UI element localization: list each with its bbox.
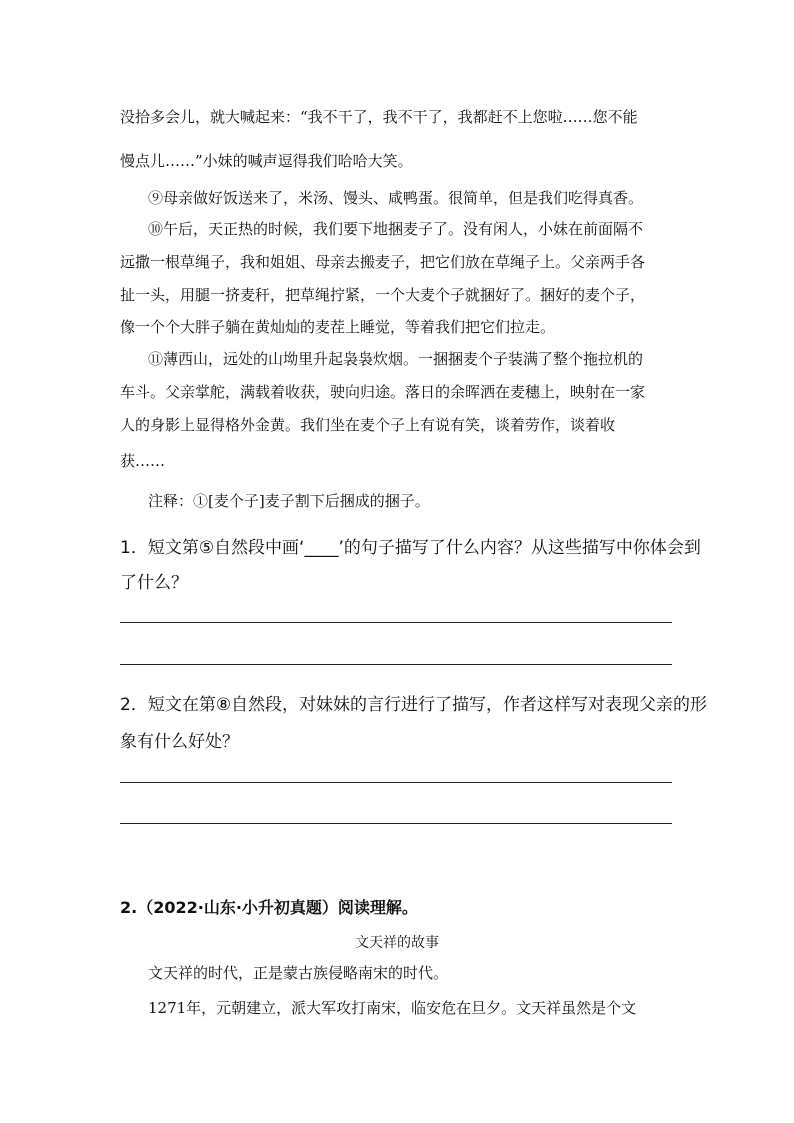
question-1-text: 1．短文第⑤自然段中画‘____’的句子描写了什么内容？从这些描写中你体会到 <box>120 538 701 558</box>
paragraph-9: ⑨母亲做好饭送来了，米汤、馒头、咸鸭蛋。很简单，但是我们吃得真香。 <box>148 189 644 207</box>
story-line: 文天祥的时代，正是蒙古族侵略南宋的时代。 <box>148 964 449 982</box>
passage-line: 人的身影上显得格外金黄。我们坐在麦个子上有说有笑，谈着劳作，谈着收 <box>120 416 616 434</box>
passage-line: 扯一头，用腿一挤麦秆，把草绳拧紧，一个大麦个子就捆好了。捆好的麦个子， <box>120 286 646 304</box>
story-title: 文天祥的故事 <box>355 935 439 951</box>
footnote: 注释：①[麦个子]麦子割下后捆成的捆子。 <box>148 492 430 510</box>
passage-line: 没拾多会儿，就大喊起来：“我不干了，我不干了，我都赶不上您啦……您不能 <box>120 108 638 126</box>
passage-line: 车斗。父亲掌舵，满载着收获，驶向归途。落日的余晖洒在麦穗上，映射在一家 <box>120 383 646 401</box>
story-line: 1271年，元朝建立，派大军攻打南宋，临安危在旦夕。文天祥虽然是个文 <box>148 999 637 1017</box>
question-1-text-cont: 了什么？ <box>120 573 188 593</box>
passage-line: 远撒一根草绳子，我和姐姐、母亲去搬麦子，把它们放在草绳子上。父亲两手各 <box>120 253 646 271</box>
section-heading: 2.（2022·山东·小升初真题）阅读理解。 <box>120 898 418 917</box>
passage-line: 像一个个大胖子躺在黄灿灿的麦茬上睡觉，等着我们把它们拉走。 <box>120 318 556 336</box>
question-2-text-cont: 象有什么好处？ <box>120 732 239 752</box>
answer-line[interactable] <box>120 823 672 824</box>
passage-line: 慢点儿……”小妹的喊声逗得我们哈哈大笑。 <box>120 152 413 170</box>
passage-line: 获…… <box>120 452 166 470</box>
paragraph-11: ⑪薄西山，远处的山坳里升起袅袅炊烟。一捆捆麦个子装满了整个拖拉机的 <box>148 350 644 368</box>
answer-line[interactable] <box>120 622 672 623</box>
answer-line[interactable] <box>120 782 672 783</box>
paragraph-10: ⑩午后，天正热的时候，我们要下地捆麦子了。没有闲人，小妹在前面隔不 <box>148 220 644 238</box>
question-2-text: 2．短文在第⑧自然段，对妹妹的言行进行了描写，作者这样写对表现父亲的形 <box>120 695 708 715</box>
answer-line[interactable] <box>120 664 672 665</box>
